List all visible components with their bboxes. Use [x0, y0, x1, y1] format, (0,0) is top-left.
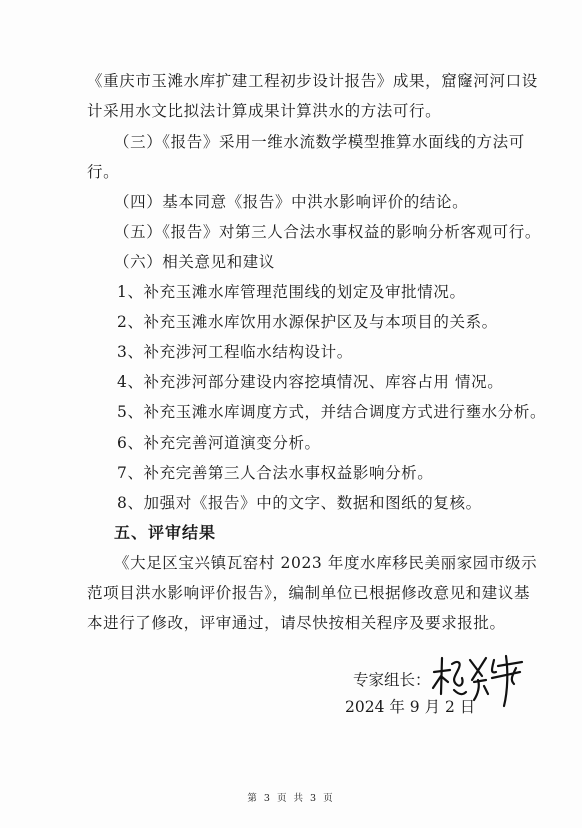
body-line: 《重庆市玉滩水库扩建工程初步设计报告》成果，窟窿河河口设 — [87, 72, 538, 90]
body-line: 计采用水文比拟法计算成果计算洪水的方法可行。 — [87, 102, 442, 120]
page-footer: 第 3 页 共 3 页 — [247, 793, 335, 804]
body-line: （六）相关意见和建议 — [114, 253, 276, 271]
signature-label: 专家组长： — [353, 671, 431, 689]
suggestion-item: 8、加强对《报告》中的文字、数据和图纸的复核。 — [117, 494, 482, 512]
suggestion-item: 1、补充玉滩水库管理范围线的划定及审批情况。 — [117, 283, 466, 301]
body-line: （五）《报告》对第三人合法水事权益的影响分析客观可行。 — [114, 223, 541, 241]
suggestion-item: 5、补充玉滩水库调度方式，并结合调度方式进行壅水分析。 — [117, 403, 547, 421]
suggestion-item: 6、补充完善河道演变分析。 — [117, 434, 321, 452]
signature-date: 2024 年 9 月 2 日 — [345, 698, 476, 716]
suggestion-item: 7、补充完善第三人合法水事权益影响分析。 — [117, 464, 434, 482]
conclusion-line: 范项目洪水影响评价报告》，编制单位已根据修改意见和建议基 — [87, 584, 531, 602]
section-heading: 五、评审结果 — [114, 523, 217, 542]
suggestion-item: 3、补充涉河工程临水结构设计。 — [117, 343, 353, 361]
body-line: （三）《报告》采用一维水流数学模型推算水面线的方法可 — [114, 133, 525, 151]
body-line: （四）基本同意《报告》中洪水影响评价的结论。 — [114, 193, 469, 211]
suggestion-item: 4、补充涉河部分建设内容挖填情况、库容占用 情况。 — [117, 373, 504, 391]
conclusion-line: 《大足区宝兴镇瓦窑村 2023 年度水库移民美丽家园市级示 — [114, 554, 538, 572]
body-line: 行。 — [87, 163, 120, 181]
suggestion-item: 2、补充玉滩水库饮用水源保护区及与本项目的关系。 — [117, 313, 498, 331]
conclusion-line: 本进行了修改，评审通过，请尽快按相关程序及要求报批。 — [87, 614, 506, 632]
